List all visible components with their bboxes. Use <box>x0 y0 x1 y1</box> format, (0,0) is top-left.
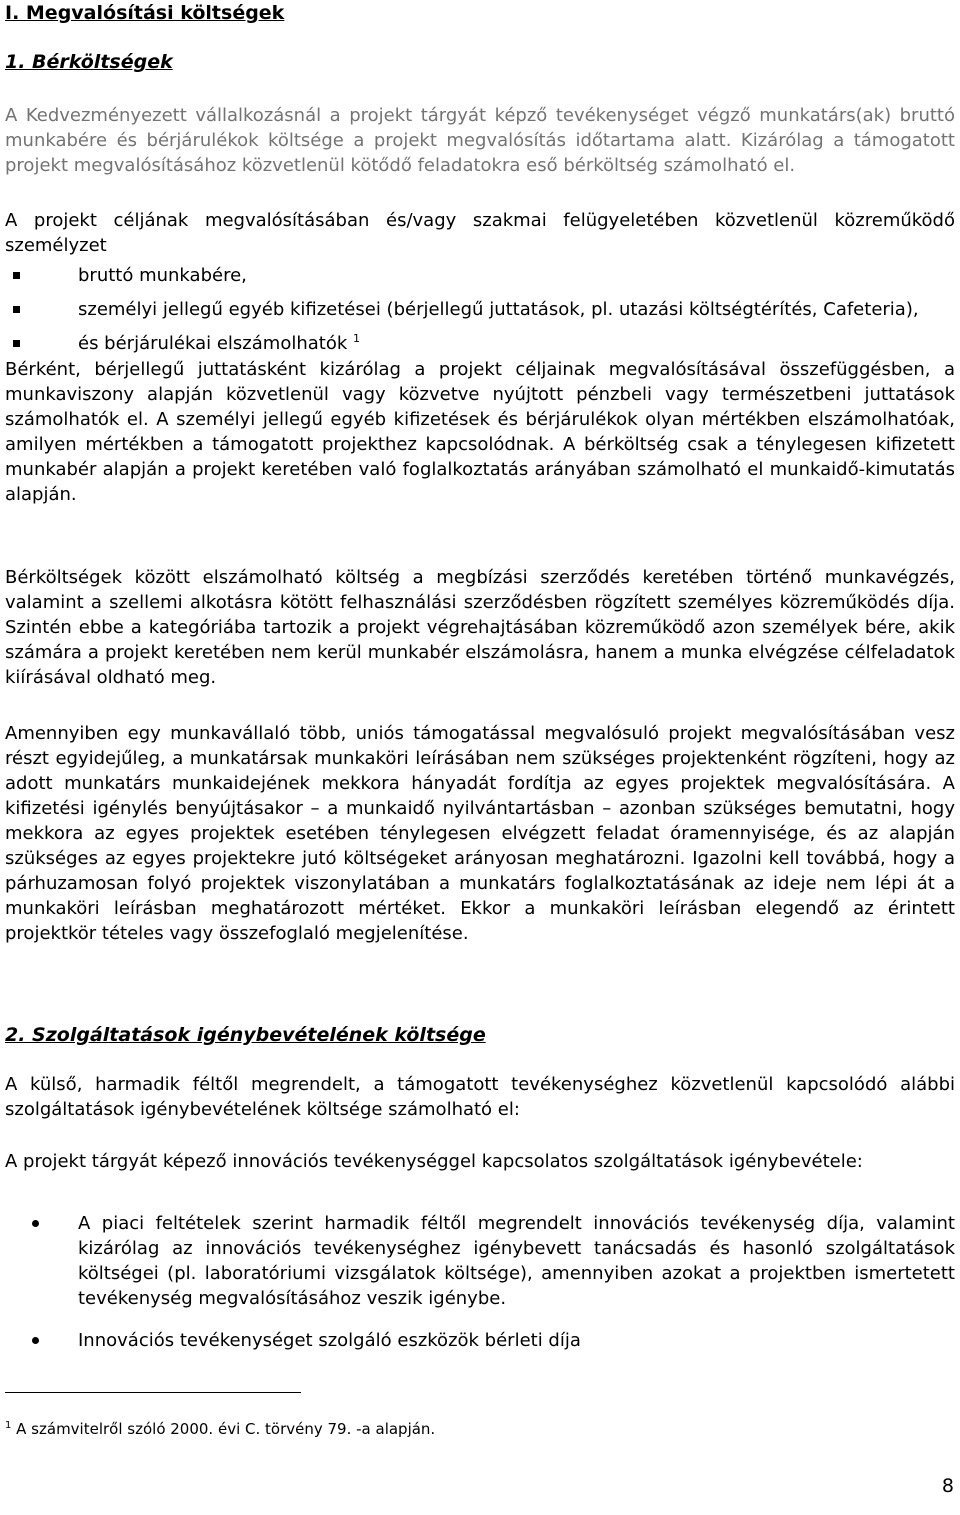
list-item: A piaci feltételek szerint harmadik féltől megrendelt innovációs tevékenység díja, valamint kizárólag az innovációs tevékenységhez igénybevett tanácsadás és hasonló szolgáltatások költségei (pl. laboratóriumi vizsgálatok költsége), amennyiben azokat a projektben ismertetett tevékenység megvalósításához veszik igénybe. <box>5 1211 955 1311</box>
list-item: és bérjárulékai elszámolhatók $^1$ <box>5 331 955 356</box>
heading-services-costs: 2. Szolgáltatások igénybevételének költsége <box>5 1024 486 1046</box>
staff-cost-list <box>5 263 955 365</box>
page-number: 8 <box>941 1475 954 1497</box>
footnote-separator <box>5 1392 301 1393</box>
wage-paragraph-2: Bérköltségek között elszámolható költség a megbízási szerződés keretében történő munkavégzés, valamint a szellemi alkotásra kötött felhasználási szerződésben rögzített személyes közreműködés díja. Szintén ebbe a kategóriába tartozik a projekt végrehajtásában közreműködő azon személyek bére, akik számára a projekt keretében nem kerül munkabér elszámolásra, hanem a munka elvégzése célfeladatok kiírásával oldható meg. <box>5 567 955 688</box>
wage-paragraph-3: Amennyiben egy munkavállaló több, uniós támogatással megvalósuló projekt megvalósításában vesz részt egyidejűleg, a munkatársak munkaköri leírásában nem szükséges projektenként rögzíteni, hogy az adott munkatárs munkaidejének mekkora hányadát fordítja az egyes projektek megvalósítására. A kifizetési igénylés benyújtásakor – a munkaidő nyilvántartásban – azonban szükséges bemutatni, hogy mekkora az egyes projektek esetében ténylegesen elvégzett feladat óramennyisége, és az alapján szükséges az egyes projektekre jutó költségeket arányosan meghatározni. Igazolni kell továbbá, hogy a párhuzamosan folyó projektek viszonylatában a munkatárs foglalkoztatásának az ideje nem lépi át a munkaköri leírásban meghatározott mértéket. Ekkor a munkaköri leírásban elegendő az érintett projektkör tételes vagy összefoglaló megjelenítése. <box>5 723 955 944</box>
footnote-reference: 1 <box>353 332 360 345</box>
heading-wage-costs: 1. Bérköltségek <box>5 51 173 73</box>
wage-paragraph-1: Bérként, bérjellegű juttatásként kizárólag a projekt céljainak megvalósításával összefüggésben, a munkaviszony alapján közvetlenül vagy közvetve nyújtott pénzbeli vagy természetbeni juttatások számolhatók el. A személyi jellegű egyéb kifizetések és bérjárulékok olyan mértékben elszámolhatóak, amilyen mértékben a támogatott projekthez kapcsolódnak. A bérköltség csak a ténylegesen kifizetett munkabér alapján a projekt keretében való foglalkoztatás arányában számolható el munkaidő-kimutatás alapján. <box>5 359 955 505</box>
list-item: bruttó munkabére, <box>5 263 955 288</box>
services-list <box>5 1211 955 1370</box>
section-title: I. Megvalósítási költségek <box>5 2 285 24</box>
services-intro-paragraph: A külső, harmadik féltől megrendelt, a támogatott tevékenységhez közvetlenül kapcsolódó alábbi szolgáltatások igénybevételének költsége számolható el: <box>5 1074 955 1120</box>
innovation-intro-paragraph: A projekt tárgyát képező innovációs tevékenységgel kapcsolatos szolgáltatások igénybevétele: <box>5 1151 863 1172</box>
footnote-marker: 1 <box>5 1420 12 1431</box>
footnote <box>5 1419 435 1439</box>
staff-intro-paragraph: A projekt céljának megvalósításában és/vagy szakmai felügyeletében közvetlenül közreműködő személyzet <box>5 210 955 256</box>
list-item: Innovációs tevékenységet szolgáló eszközök bérleti díja <box>5 1328 955 1353</box>
footnote-text: A számvitelről szóló 2000. évi C. törvény 79. -a alapján. <box>16 1420 436 1438</box>
wage-intro-paragraph: A Kedvezményezett vállalkozásnál a projekt tárgyát képző tevékenységet végző munkatárs(ak) bruttó munkabére és bérjárulékok költsége a projekt megvalósítás időtartama alatt. Kizárólag a támogatott projekt megvalósításához közvetlenül kötődő feladatokra eső bérköltség számolható el. <box>5 105 955 176</box>
list-item: személyi jellegű egyéb kifizetései (bérjellegű juttatások, pl. utazási költségtérítés, Cafeteria), <box>5 297 955 322</box>
